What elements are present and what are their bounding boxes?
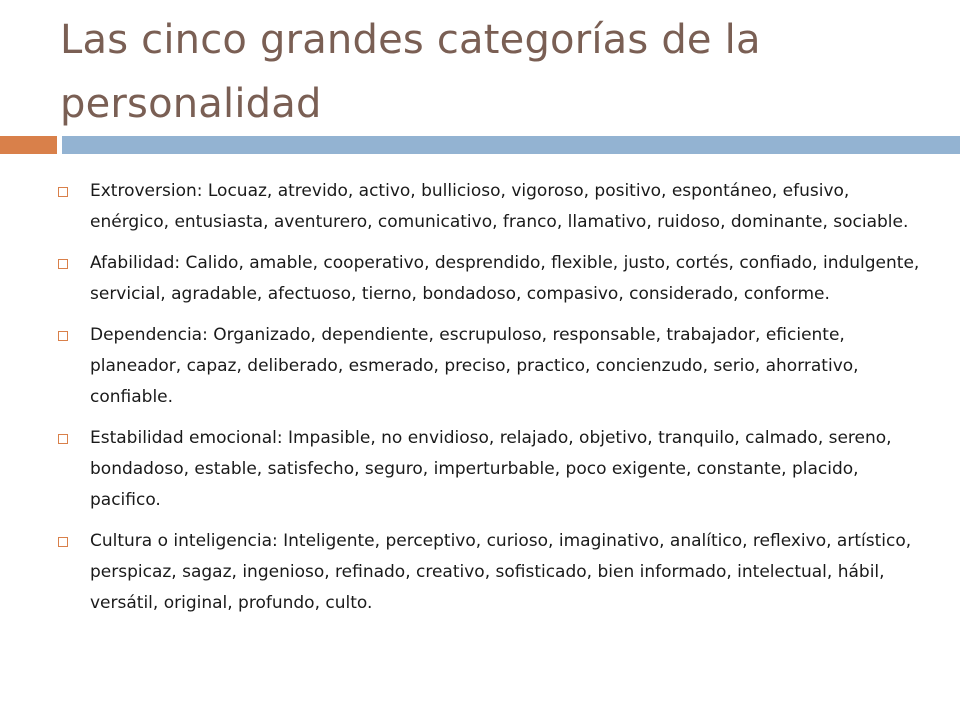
- hollow-square-bullet-icon: [58, 259, 68, 269]
- bullet-text: Estabilidad emocional: Impasible, no envidioso, relajado, objetivo, tranquilo, calmado, sereno, bondadoso, estable, satisfecho, seguro, imperturbable, poco exigente, constante, placido, pacifico.: [90, 428, 892, 510]
- hollow-square-bullet-icon: [58, 187, 68, 197]
- bullet-text: Afabilidad: Calido, amable, cooperativo, desprendido, flexible, justo, cortés, confiado, indulgente, servicial, agradable, afectuoso, tierno, bondadoso, compasivo, considerado, conforme.: [90, 253, 920, 304]
- bullet-text: Dependencia: Organizado, dependiente, escrupuloso, responsable, trabajador, eficiente, planeador, capaz, deliberado, esmerado, preciso, practico, concienzudo, serio, ahorrativo, confiable.: [90, 325, 859, 407]
- slide-title: Las cinco grandes categorías de la personalidad: [60, 17, 761, 127]
- hollow-square-bullet-icon: [58, 331, 68, 341]
- hollow-square-bullet-icon: [58, 537, 68, 547]
- bullet-item-dependencia: [58, 320, 928, 413]
- bullet-item-afabilidad: [58, 248, 928, 310]
- bullet-item-estabilidad-emocional: [58, 423, 928, 516]
- accent-bar-orange: [0, 136, 57, 154]
- accent-bar-blue: [62, 136, 960, 154]
- hollow-square-bullet-icon: [58, 434, 68, 444]
- bullet-text: Cultura o inteligencia: Inteligente, perceptivo, curioso, imaginativo, analítico, reflexivo, artístico, perspicaz, sagaz, ingenioso, refinado, creativo, sofisticado, bien informado, intelectual, hábil, versátil, original, profundo, culto.: [90, 531, 912, 613]
- bullet-text: Extroversion: Locuaz, atrevido, activo, bullicioso, vigoroso, positivo, espontáneo, efusivo, enérgico, entusiasta, aventurero, comunicativo, franco, llamativo, ruidoso, dominante, sociable.: [90, 181, 909, 232]
- bullet-list: [58, 176, 928, 629]
- bullet-item-extroversion: [58, 176, 928, 238]
- bullet-item-cultura-inteligencia: [58, 526, 928, 619]
